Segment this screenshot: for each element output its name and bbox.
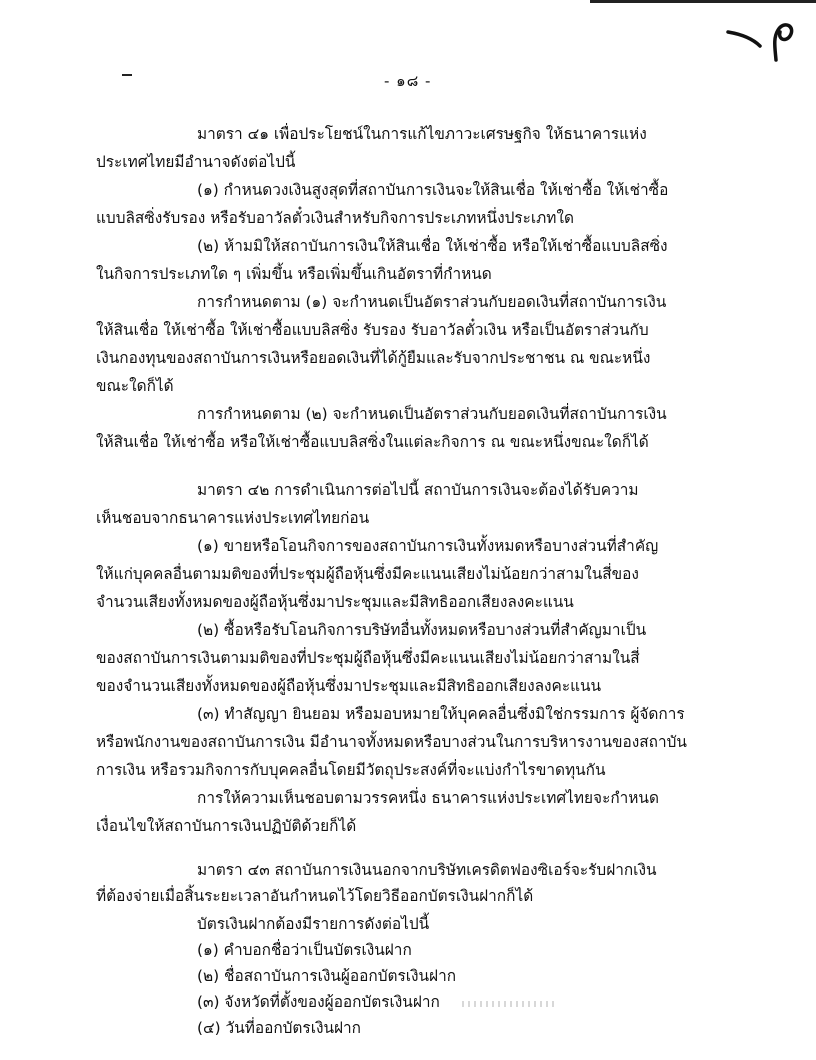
text-line: (๓) ทำสัญญา ยินยอม หรือมอบหมายให้บุคคลอื่นซึ่งมิใช่กรรมการ ผู้จัดการ bbox=[197, 705, 685, 723]
text-line: การให้ความเห็นชอบตามวรรคหนึ่ง ธนาคารแห่งประเทศไทยจะกำหนด bbox=[197, 789, 659, 807]
text-line: ของจำนวนเสียงทั้งหมดของผู้ถือหุ้นซึ่งมาประชุมและมีสิทธิออกเสียงลงคะแนน bbox=[96, 677, 602, 695]
text-line: ให้สินเชื่อ ให้เช่าซื้อ ให้เช่าซื้อแบบลิสซิ่ง รับรอง รับอาวัลตั๋วเงิน หรือเป็นอัตราส่วนกับ bbox=[96, 321, 649, 339]
text-line: ให้สินเชื่อ ให้เช่าซื้อ หรือให้เช่าซื้อแบบลิสซิ่งในแต่ละกิจการ ณ ขณะหนึ่งขณะใดก็ได้ bbox=[96, 433, 649, 451]
text-line: มาตรา ๔๓ สถาบันการเงินนอกจากบริษัทเครดิตฟองซิเอร์จะรับฝากเงิน bbox=[197, 861, 657, 879]
text-line: มาตรา ๔๒ การดำเนินการต่อไปนี้ สถาบันการเงินจะต้องได้รับความ bbox=[197, 481, 639, 499]
text-line: เงินกองทุนของสถาบันการเงินหรือยอดเงินที่ได้กู้ยืมและรับจากประชาชน ณ ขณะหนึ่ง bbox=[96, 349, 651, 367]
text-line: หรือพนักงานของสถาบันการเงิน มีอำนาจทั้งหมดหรือบางส่วนในการบริหารงานของสถาบัน bbox=[96, 733, 687, 751]
text-line: บัตรเงินฝากต้องมีรายการดังต่อไปนี้ bbox=[197, 915, 430, 933]
text-line: (๒) ชื่อสถาบันการเงินผู้ออกบัตรเงินฝาก bbox=[197, 967, 457, 985]
text-line: ของสถาบันการเงินตามมติของที่ประชุมผู้ถือหุ้นซึ่งมีคะแนนเสียงไม่น้อยกว่าสามในสี่ bbox=[96, 649, 640, 667]
text-line: (๒) ห้ามมิให้สถาบันการเงินให้สินเชื่อ ให้เช่าซื้อ หรือให้เช่าซื้อแบบลิสซิ่ง bbox=[197, 237, 668, 255]
text-line: การกำหนดตาม (๑) จะกำหนดเป็นอัตราส่วนกับยอดเงินที่สถาบันการเงิน bbox=[197, 293, 667, 311]
text-line: (๑) กำหนดวงเงินสูงสุดที่สถาบันการเงินจะให้สินเชื่อ ให้เช่าซื้อ ให้เช่าซื้อ bbox=[197, 181, 669, 199]
text-line: การเงิน หรือรวมกิจการกับบุคคลอื่นโดยมีวัตถุประสงค์ที่จะแบ่งกำไรขาดทุนกัน bbox=[96, 761, 606, 779]
text-line: จำนวนเสียงทั้งหมดของผู้ถือหุ้นซึ่งมาประชุมและมีสิทธิออกเสียงลงคะแนน bbox=[96, 593, 574, 611]
text-line: แบบลิสซิ่งรับรอง หรือรับอาวัลตั๋วเงินสำหรับกิจการประเภทหนึ่งประเภทใด bbox=[96, 209, 574, 227]
text-line: ประเทศไทยมีอำนาจดังต่อไปนี้ bbox=[96, 153, 296, 171]
scan-edge-line bbox=[590, 0, 816, 3]
text-line: (๑) คำบอกชื่อว่าเป็นบัตรเงินฝาก bbox=[197, 941, 412, 959]
scan-mark bbox=[122, 74, 132, 76]
text-line: เห็นชอบจากธนาคารแห่งประเทศไทยก่อน bbox=[96, 509, 370, 527]
text-line: ในกิจการประเภทใด ๆ เพิ่มขึ้น หรือเพิ่มขึ้นเกินอัตราที่กำหนด bbox=[96, 265, 492, 283]
scan-noise bbox=[462, 1001, 558, 1007]
text-line: เงื่อนไขให้สถาบันการเงินปฏิบัติด้วยก็ได้ bbox=[96, 817, 357, 835]
text-line: มาตรา ๔๑ เพื่อประโยชน์ในการแก้ไขภาวะเศรษฐกิจ ให้ธนาคารแห่ง bbox=[197, 125, 647, 143]
text-line: ให้แก่บุคคลอื่นตามมติของที่ประชุมผู้ถือหุ้นซึ่งมีคะแนนเสียงไม่น้อยกว่าสามในสี่ของ bbox=[96, 565, 639, 583]
text-line: ที่ต้องจ่ายเมื่อสิ้นระยะเวลาอันกำหนดไว้โดยวิธีออกบัตรเงินฝากก็ได้ bbox=[96, 887, 534, 905]
handwritten-page-mark bbox=[726, 8, 798, 62]
text-line: (๓) จังหวัดที่ตั้งของผู้ออกบัตรเงินฝาก bbox=[197, 993, 440, 1011]
text-line: (๑) ขายหรือโอนกิจการของสถาบันการเงินทั้งหมดหรือบางส่วนที่สำคัญ bbox=[197, 537, 659, 555]
text-line: (๒) ซื้อหรือรับโอนกิจการบริษัทอื่นทั้งหมดหรือบางส่วนที่สำคัญมาเป็น bbox=[197, 621, 647, 639]
text-line: ขณะใดก็ได้ bbox=[96, 377, 174, 395]
page-number: - ๑๘ - bbox=[384, 72, 432, 90]
text-line: การกำหนดตาม (๒) จะกำหนดเป็นอัตราส่วนกับยอดเงินที่สถาบันการเงิน bbox=[197, 405, 667, 423]
text-line: (๔) วันที่ออกบัตรเงินฝาก bbox=[197, 1019, 361, 1037]
